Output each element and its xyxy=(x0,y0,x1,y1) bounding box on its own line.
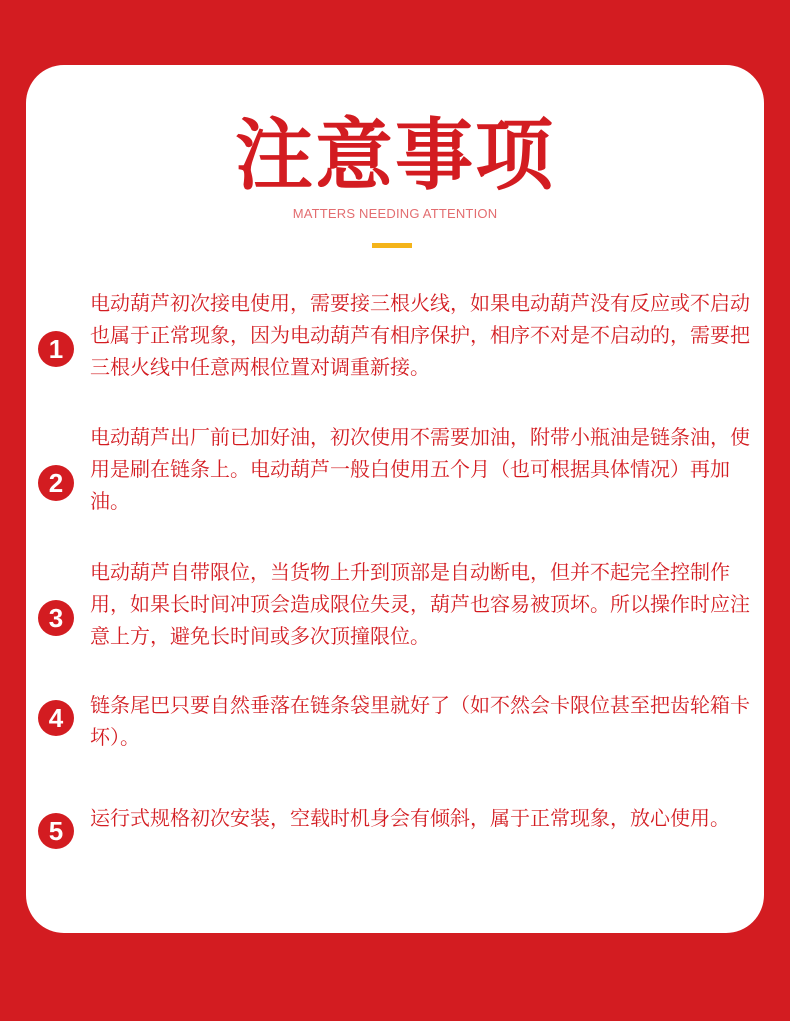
note-text: 运行式规格初次安装，空载时机身会有倾斜，属于正常现象，放心使用。 xyxy=(90,806,730,830)
note-text: 电动葫芦自带限位，当货物上升到顶部是自动断电，但并不起完全控制作用，如果长时间冲顶会造成限位失灵，葫芦也容易被顶坏。所以操作时应注意上方，避免长时间或多次顶撞限位。 xyxy=(90,560,750,648)
note-text: 电动葫芦出厂前已加好油，初次使用不需要加油，附带小瓶油是链条油，使用是刷在链条上。电动葫芦一般白使用五个月（也可根据具体情况）再加油。 xyxy=(90,425,750,513)
note-number-badge: 4 xyxy=(38,700,74,736)
note-number-badge: 3 xyxy=(38,600,74,636)
notice-card xyxy=(26,65,764,933)
note-number-badge: 2 xyxy=(38,465,74,501)
accent-divider xyxy=(372,243,412,248)
page-title: 注意事项 xyxy=(234,111,555,201)
note-number-badge: 1 xyxy=(38,331,74,367)
note-number-badge: 5 xyxy=(38,813,74,849)
page-subtitle: MATTERS NEEDING ATTENTION xyxy=(292,206,498,221)
note-text: 链条尾巴只要自然垂落在链条袋里就好了（如不然会卡限位甚至把齿轮箱卡坏）。 xyxy=(90,693,750,749)
note-text: 电动葫芦初次接电使用，需要接三根火线，如果电动葫芦没有反应或不启动也属于正常现象，因为电动葫芦有相序保护，相序不对是不启动的，需要把三根火线中任意两根位置对调重新接。 xyxy=(90,291,750,379)
